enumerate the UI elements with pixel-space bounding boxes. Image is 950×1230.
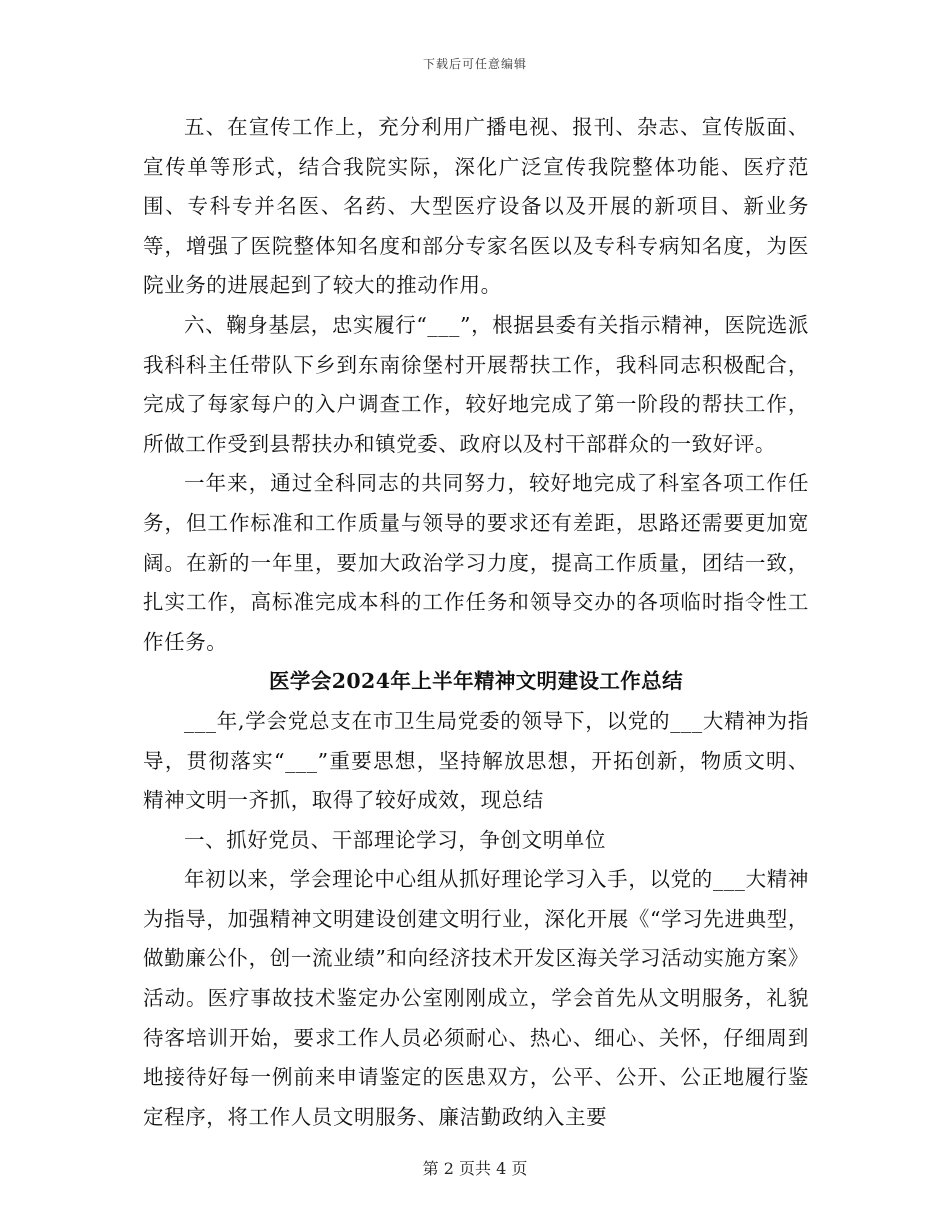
page-footer: 第 2 页共 4 页 [422, 1159, 528, 1178]
paragraph-theory-study: 年初以来，学会理论中心组从抓好理论学习入手，以党的___大精神为指导，加强精神文明建设创建文明行业，深化开展《“学习先进典型，做勤廉公仆，创一流业绩”和向经济技术开发区海关学习活动实施方案》活动。医疗事故技术鉴定办公室刚刚成立，学会首先从文明服务，礼貌待客培训开始，要求工作人员必须耐心、热心、细心、关怀，仔细周到地接待好每一例前来申请鉴定的医患双方，公平、公开、公正地履行鉴定程序，将工作人员文明服务、廉洁勤政纳入主要 [143, 867, 809, 1129]
paragraph-grassroots: 六、鞠身基层，忠实履行“___”，根据县委有关指示精神，医院选派我科科主任带队下乡到东南徐堡村开展帮扶工作，我科同志积极配合，完成了每家每户的入户调查工作，较好地完成了第一阶段的帮扶工作，所做工作受到县帮扶办和镇党委、政府以及村干部群众的一致好评。 [143, 312, 809, 456]
paragraph-publicity: 五、在宣传工作上，充分利用广播电视、报刊、杂志、宣传版面、宣传单等形式，结合我院实际，深化广泛宣传我院整体功能、医疗范围、专科专并名医、名药、大型医疗设备以及开展的新项目、新业务等，增强了医院整体知名度和部分专家名医以及专科专病知名度，为医院业务的进展起到了较大的推动作用。 [143, 115, 809, 298]
document-body [143, 108, 809, 1137]
page-header: 下载后可任意编辑 [422, 57, 527, 71]
subheading-theory-study: 一、抓好党员、干部理论学习，争创文明单位 [184, 827, 606, 852]
paragraph-year-summary: 一年来，通过全科同志的共同努力，较好地完成了科室各项工作任务，但工作标准和工作质量与领导的要求还有差距，思路还需要更加宽阔。在新的一年里，要加大政治学习力度，提高工作质量，团结一致，扎实工作，高标准完成本科的工作任务和领导交办的各项临时指令性工作任务。 [143, 471, 809, 654]
section-title: 医学会2024年上半年精神文明建设工作总结 [269, 669, 683, 694]
paragraph-intro: ___年,学会党总支在市卫生局党委的领导下，以党的___大精神为指导，贯彻落实“___”重要思想，坚持解放思想，开拓创新，物质文明、精神文明一齐抓，取得了较好成效，现总结 [143, 708, 809, 813]
